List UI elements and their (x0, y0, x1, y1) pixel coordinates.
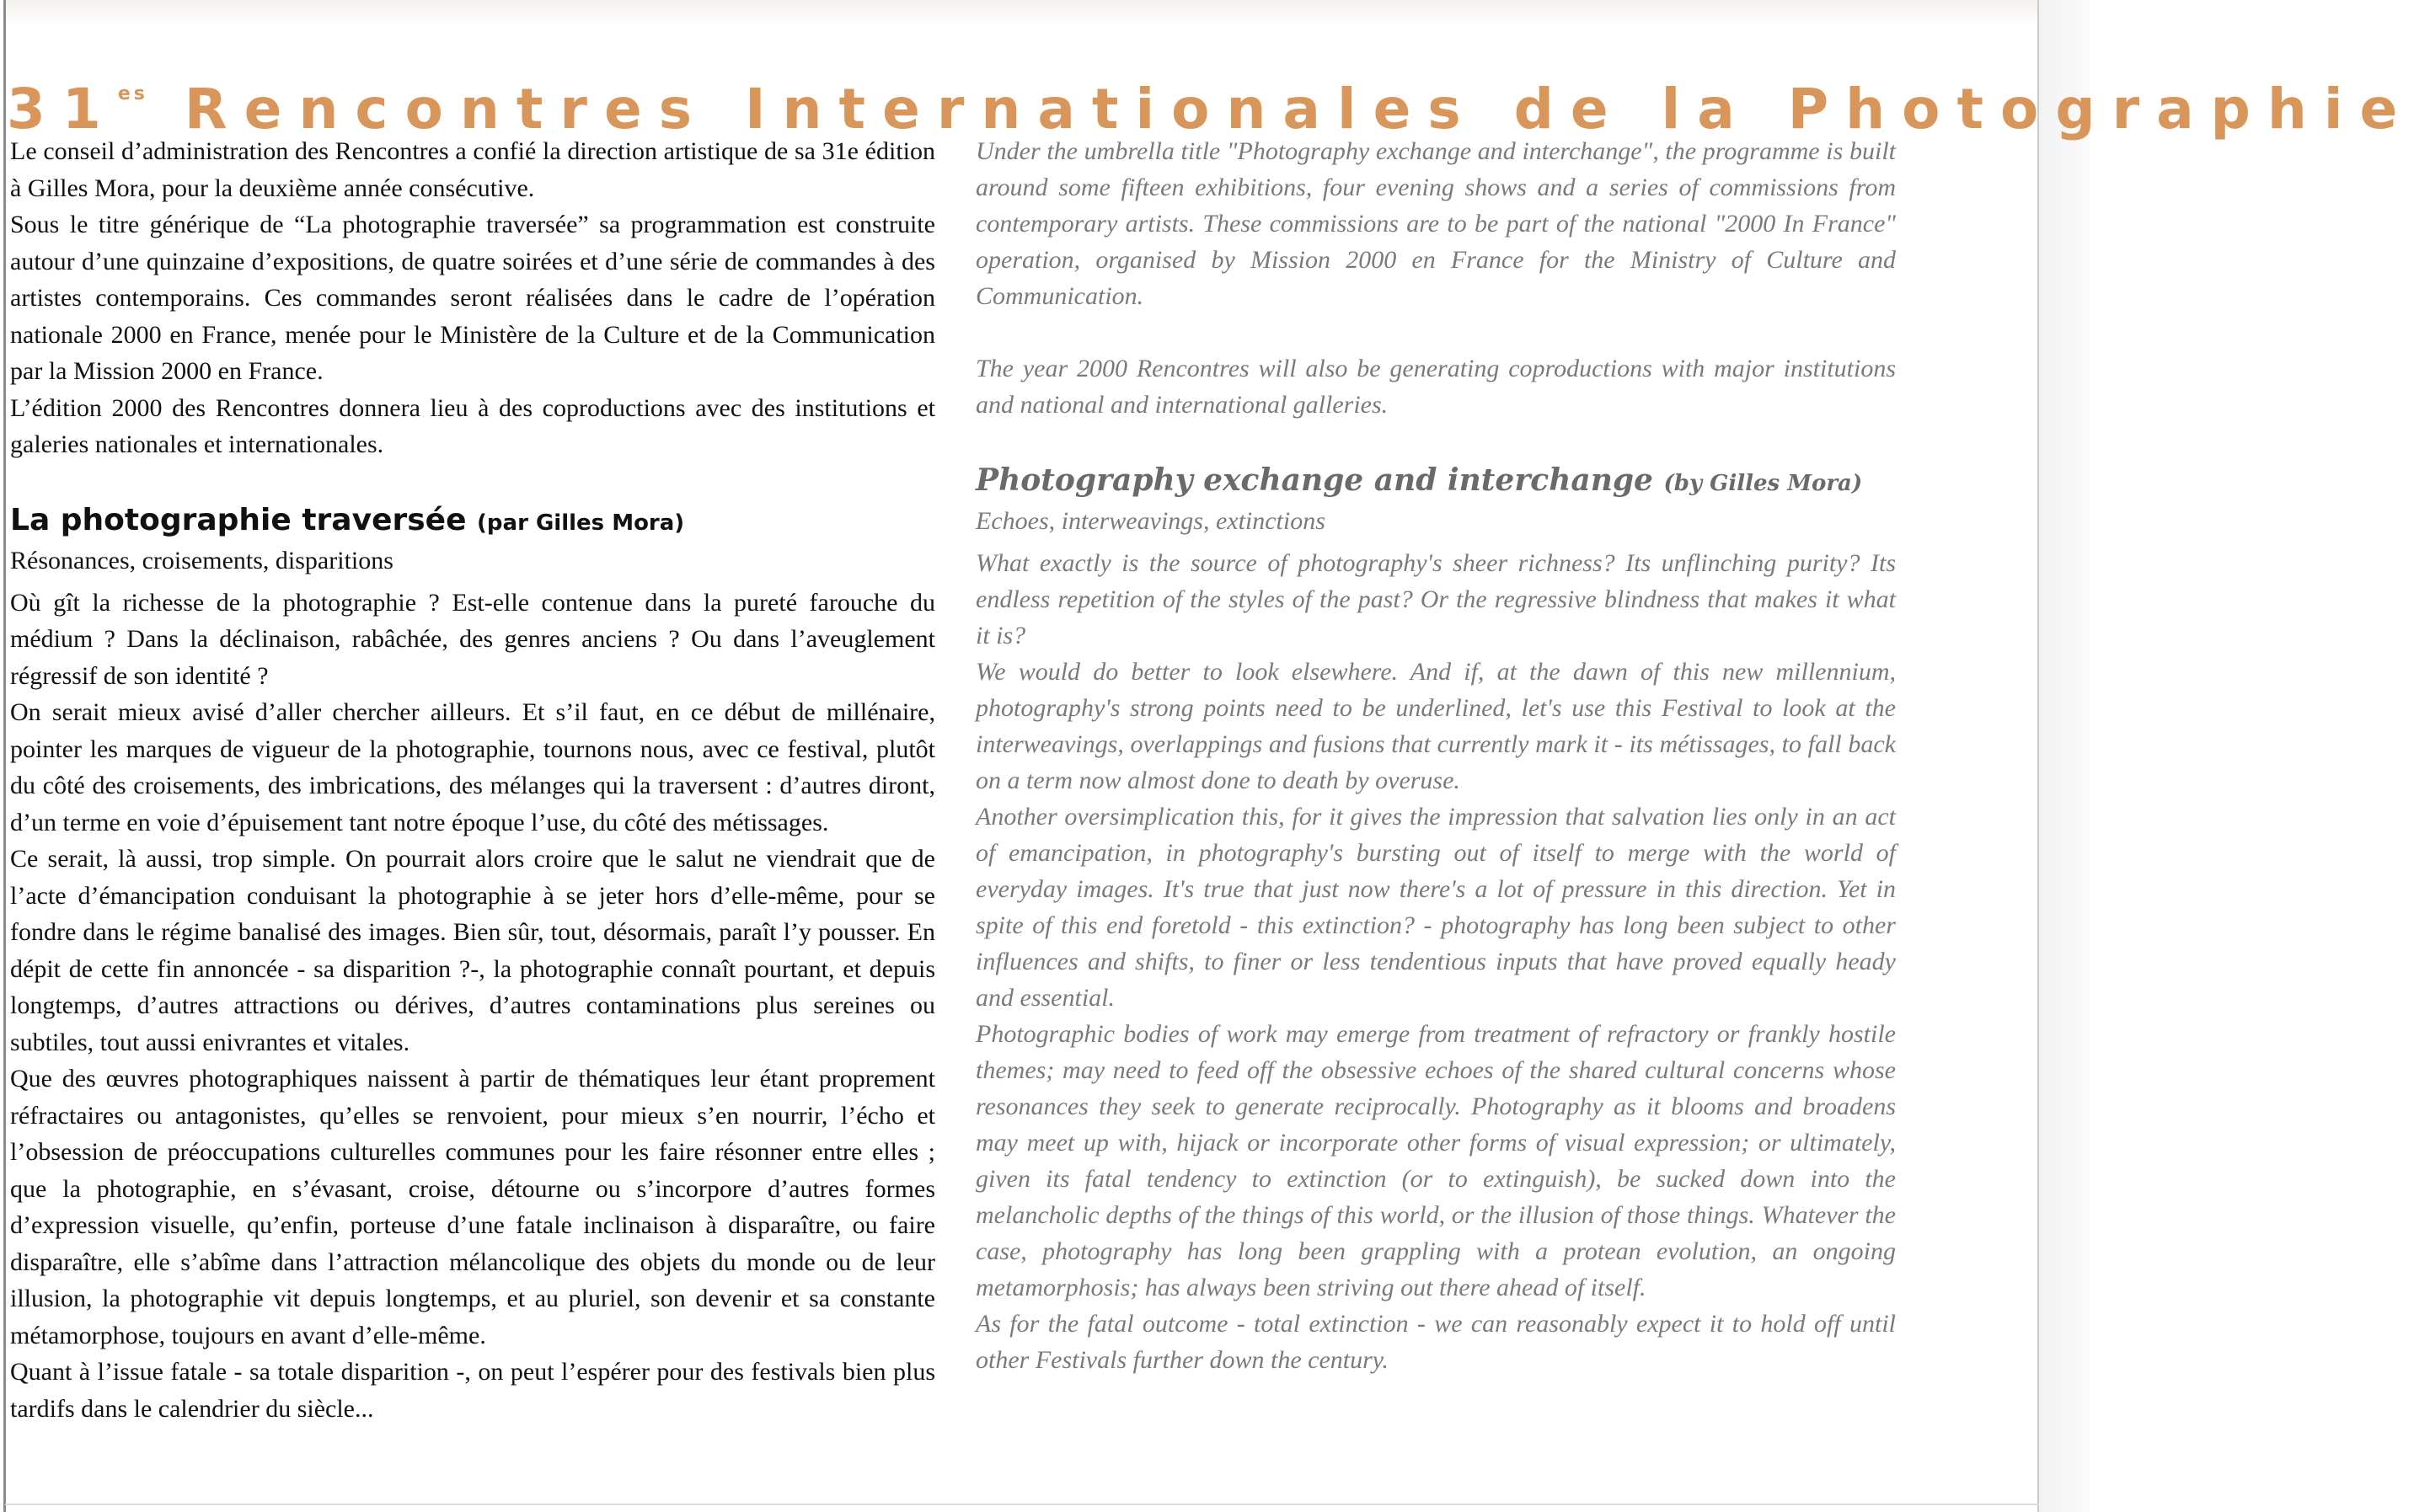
french-section-heading (10, 500, 935, 544)
english-section-heading (976, 459, 1896, 505)
page-bottom-edge (5, 1504, 2039, 1505)
english-body-paragraph: As for the fatal outcome - total extinction - we can reasonably expect it to hold off until other Festivals further down the century. (976, 1310, 1896, 1374)
french-body-paragraph: On serait mieux avisé d’aller chercher ailleurs. Et s’il faut, en ce début de millénaire, pointer les marques de vigueur de la photographie, tournons nous, avec ce festival, plutôt du côté des croisements, des imbrications, des mélanges qui la traversent : d’autres diront, d’un terme en voie d’épuisement tant notre époque l’use, du côté des métissages. (10, 698, 935, 836)
page-title (7, 61, 2414, 143)
english-intro-paragraph: The year 2000 Rencontres will also be generating coproductions with major institutions and national and international galleries. (976, 355, 1896, 419)
english-section-subtitle: Echoes, interweavings, extinctions (976, 507, 1325, 535)
english-body-paragraph: We would do better to look elsewhere. And if, at the dawn of this new millennium, photography's strong points need to be underlined, let's use this Festival to look at the interweavings, overlappings and fusions that currently mark it - its métissages, to fall back on a term now almost done to death by overuse. (976, 658, 1896, 794)
french-body-paragraph: Quant à l’issue fatale - sa totale disparition -, on peut l’espérer pour des festivals bien plus tardifs dans le calendrier du siècle... (10, 1358, 935, 1423)
french-section-subtitle: Résonances, croisements, disparitions (10, 546, 393, 574)
page-left-edge (3, 0, 6, 1512)
english-body-paragraph: Another oversimplication this, for it gives the impression that salvation lies only in an act of emancipation, in photography's bursting out of itself to merge with the world of everyday images. It's true that just now there's a lot of pressure in this direction. Yet in spite of this end foretold - this extinction? - photography has long been subject to other influences and shifts, to finer or less tendentious inputs that have proved equally heady and essential. (976, 803, 1896, 1012)
title-suffix: es (117, 83, 148, 104)
english-body-paragraph: Photographic bodies of work may emerge from treatment of refractory or frankly hostile themes; may need to feed off the obsessive echoes of the shared cultural concerns whose resonances they seek to generate reciprocally. Photography as it blooms and broadens may meet up with, hijack or incorporate other forms of visual expression; or ultimately, given its fatal tendency to extinction (or to extinguish), be sucked down into the melancholic depths of the things of this world, or the illusion of those things. Whatever the case, photography has long been grappling with a protean evolution, an ongoing metamorphosis; has always been striving out there ahead of itself. (976, 1020, 1896, 1301)
english-intro-paragraph: Under the umbrella title "Photography exchange and interchange", the programme is built around some fifteen exhibitions, four evening shows and a series of commissions from contemporary artists. These commissions are to be part of the national "2000 In France" operation, organised by Mission 2000 en France for the Ministry of Culture and Communication. (976, 137, 1896, 310)
french-body-paragraph: Où gît la richesse de la photographie ? Est-elle contenue dans la pureté farouche du médium ? Dans la déclinaison, rabâchée, des genres anciens ? Ou dans l’aveuglement régressif de son identité ? (10, 588, 935, 690)
french-section-byline: (par Gilles Mora) (477, 510, 685, 536)
french-body-paragraph: Que des œuvres photographiques naissent à partir de thématiques leur étant proprement réfractaires ou antagonistes, qu’elles se renvoient, pour mieux s’en nourrir, l’écho et l’obsession de préoccupations culturelles communes pour les faire résonner entre elles ; que la photographie, en s’évasant, croise, détourne ou s’incorpore d’autres formes d’expression visuelle, qu’enfin, porteuse d’une fatale inclinaison à disparaître, ou faire disparaître, elle s’abîme dans l’attraction mélancolique des objets du monde ou de leur illusion, la photographie vit depuis longtemps, et au pluriel, son devenir et sa constante métamorphose, toujours en avant d’elle-même. (10, 1065, 935, 1349)
title-text: Rencontres Internationales de la Photographie (184, 77, 2414, 142)
french-intro-paragraph: Sous le titre générique de “La photographie traversée” sa programmation est construite autour d’une quinzaine d’expositions, de quatre soirées et d’une série de commandes à des artistes contemporains. Ces commandes seront réalisées dans le cadre de l’opération nationale 2000 en France, menée pour le Ministère de la Culture et de la Communication par la Mission 2000 en France. (10, 211, 935, 385)
french-section-title: La photographie traversée (10, 502, 467, 537)
page-top-edge (5, 0, 2039, 25)
french-body-paragraph: Ce serait, là aussi, trop simple. On pourrait alors croire que le salut ne viendrait que de l’acte d’émancipation conduisant la photographie à se jeter hors d’elle-même, pour se fondre dans le régime banalisé des images. Bien sûr, tout, désormais, paraît l’y pousser. En dépit de cette fin annoncée - sa disparition ?-, la photographie connaît pourtant, et depuis longtemps, d’autres attractions ou dérives, d’autres contaminations plus sereines ou subtiles, tout aussi enivrantes et vitales. (10, 845, 935, 1056)
english-section-byline: (by Gilles Mora) (1663, 471, 1863, 496)
title-number: 31 (7, 77, 118, 142)
english-section-title: Photography exchange and interchange (976, 462, 1653, 498)
english-column (976, 133, 1896, 1378)
french-column (10, 133, 935, 1427)
french-intro-paragraph: Le conseil d’administration des Rencontres a confié la direction artistique de sa 31e édition à Gilles Mora, pour la deuxième année consécutive. (10, 137, 935, 202)
french-intro-paragraph: L’édition 2000 des Rencontres donnera lieu à des coproductions avec des institutions et galeries nationales et internationales. (10, 393, 935, 458)
english-body-paragraph: What exactly is the source of photography's sheer richness? Its unflinching purity? Its endless repetition of the styles of the past? Or the regressive blindness that makes it what it is? (976, 549, 1896, 649)
page-right-margin (2039, 0, 2090, 1512)
